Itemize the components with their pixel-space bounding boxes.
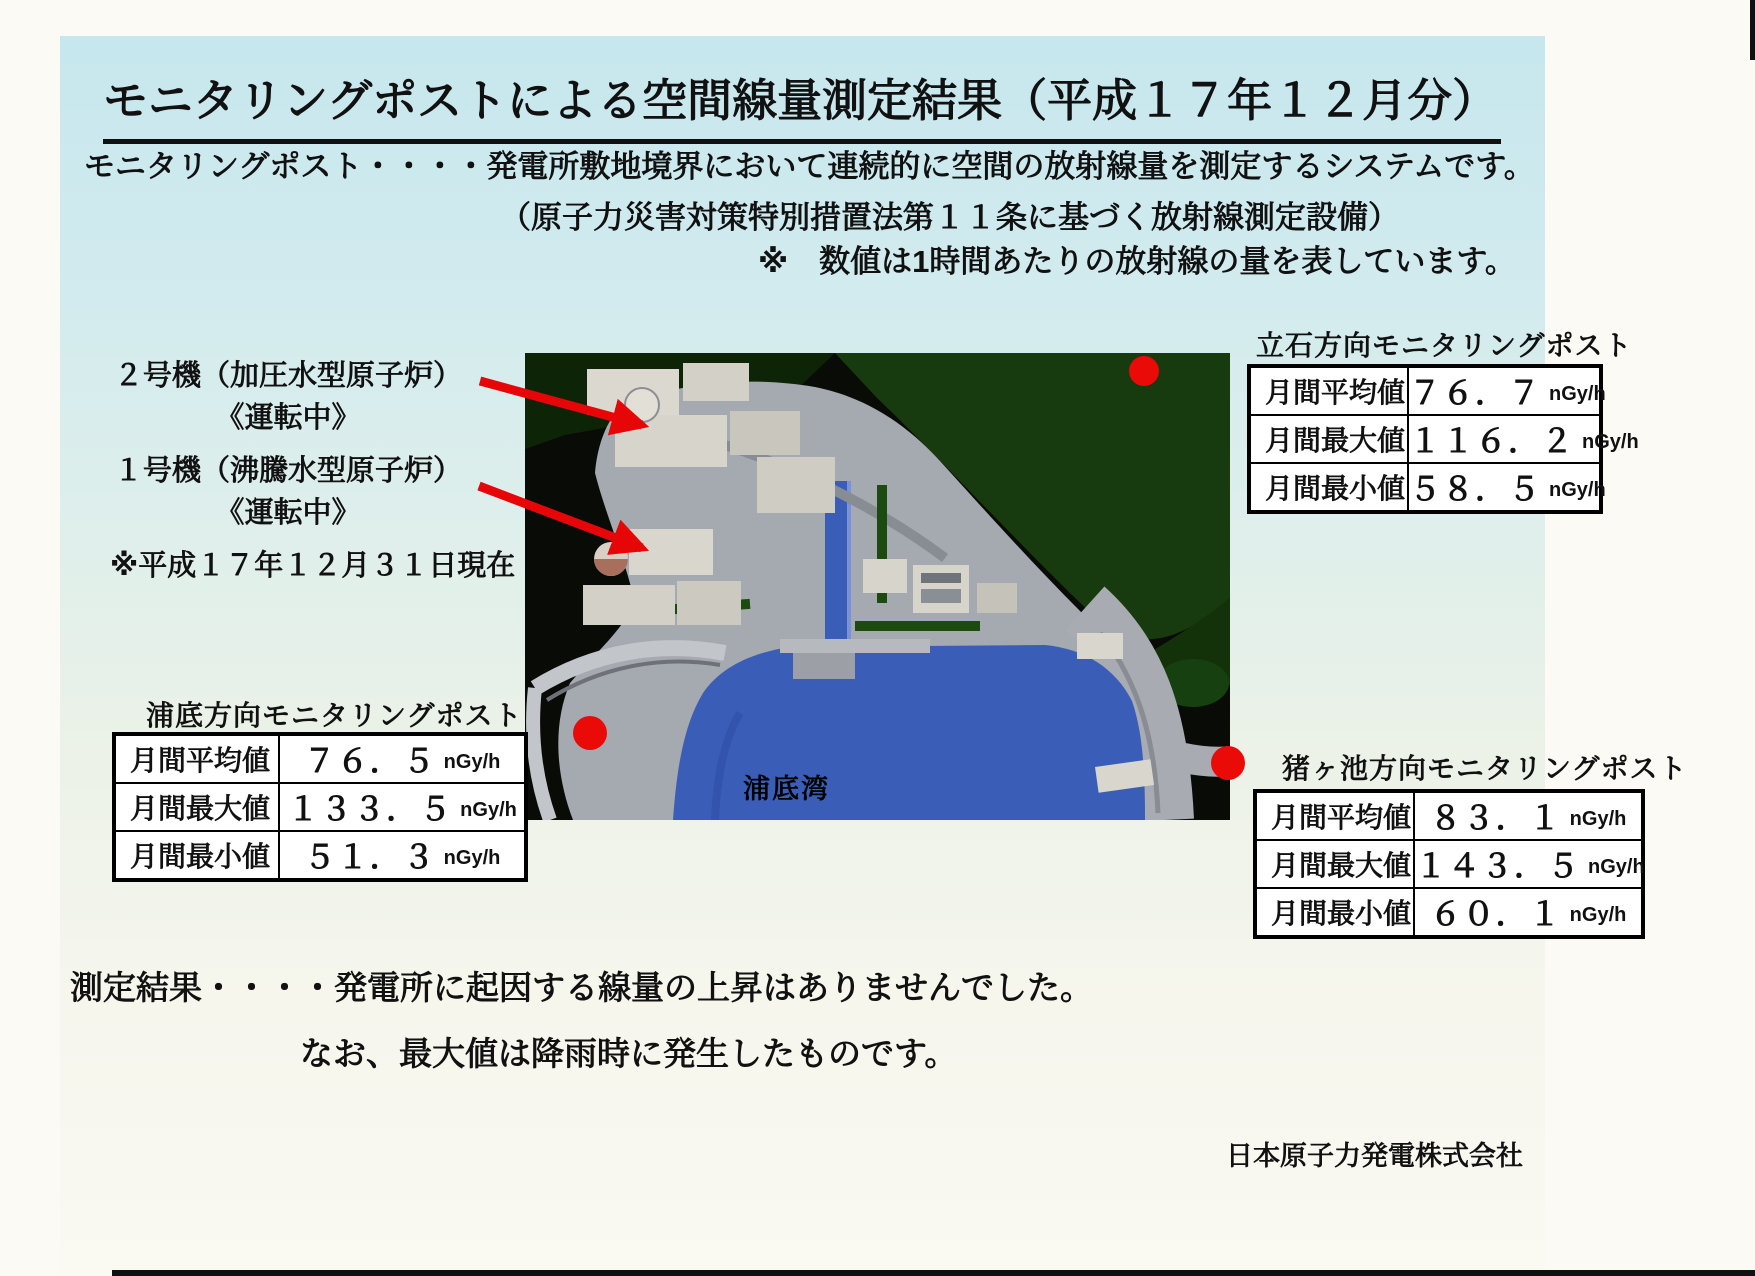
row-value-cell: [1415, 841, 1645, 887]
station-table-tateishi: [1247, 364, 1639, 514]
site-aerial-map-image: [525, 353, 1230, 820]
row-label: 月間最小値: [116, 832, 280, 878]
intro-line-1: モニタリングポスト・・・・発電所敷地境界において連続的に空間の放射線量を測定するシステムです。: [84, 149, 1535, 184]
row-value: ８３．１: [1429, 800, 1562, 836]
unit2-status: 《運転中》: [215, 402, 361, 434]
row-unit: nGy/h: [1549, 382, 1606, 405]
intro-line-2: （原子力災害対策特別措置法第１１条に基づく放射線測定設備）: [500, 200, 1399, 235]
row-label: 月間平均値: [116, 736, 280, 782]
table-row: [1251, 414, 1639, 462]
row-label: 月間最小値: [1251, 464, 1409, 510]
result-line-1: 測定結果・・・・発電所に起因する線量の上昇はありませんでした。: [70, 969, 1093, 1006]
row-value-cell: [280, 736, 524, 782]
row-value-cell: [1409, 416, 1639, 462]
row-label: 月間平均値: [1251, 368, 1409, 414]
table-row: [116, 782, 524, 830]
scan-artifact-bottom: [112, 1270, 1755, 1276]
row-value: １３３．５: [287, 791, 453, 827]
row-value-cell: [1415, 889, 1641, 935]
row-value: ５１．３: [303, 839, 436, 875]
page-title: モニタリングポストによる空間線量測定結果（平成１７年１２月分）: [103, 64, 1501, 144]
monitoring-post-dot-inogaike: [1211, 746, 1245, 780]
table-row: [1257, 839, 1645, 887]
row-label: 月間平均値: [1257, 793, 1415, 839]
unit2-label: [98, 355, 478, 439]
row-unit: nGy/h: [460, 798, 517, 821]
unit2-name: ２号機（加圧水型原子炉）: [113, 360, 462, 392]
result-line-2: なお、最大値は降雨時に発生したものです。: [300, 1035, 958, 1072]
row-unit: nGy/h: [443, 750, 501, 773]
row-unit: nGy/h: [1582, 430, 1639, 453]
row-value: ７６．７: [1409, 375, 1542, 411]
row-label: 月間最大値: [116, 784, 280, 830]
company-name: 日本原子力発電株式会社: [1226, 1141, 1523, 1171]
bay-label: 浦底湾: [743, 774, 830, 804]
monitoring-post-dot-urasoko: [573, 716, 607, 750]
table-row: [1257, 793, 1641, 839]
table-row: [1257, 887, 1641, 935]
site-aerial-map: [525, 353, 1230, 820]
row-unit: nGy/h: [1569, 903, 1627, 926]
unit1-status: 《運転中》: [215, 497, 361, 529]
row-value: １１６．２: [1409, 423, 1575, 459]
monitoring-post-dot-tateishi: [1129, 356, 1159, 386]
row-label: 月間最小値: [1257, 889, 1415, 935]
row-unit: nGy/h: [1549, 478, 1606, 501]
scan-artifact-top-right: [1750, 0, 1755, 60]
row-unit: nGy/h: [1588, 855, 1645, 878]
row-unit: nGy/h: [1569, 807, 1627, 830]
station-title-urasoko: 浦底方向モニタリングポスト: [146, 700, 523, 731]
row-value: ５８．５: [1409, 471, 1542, 507]
row-value: ６０．１: [1429, 896, 1562, 932]
row-label: 月間最大値: [1257, 841, 1415, 887]
row-value: １４３．５: [1415, 848, 1581, 884]
station-table-inogaike: [1253, 789, 1645, 939]
row-label: 月間最大値: [1251, 416, 1409, 462]
unit1-label: [98, 450, 478, 534]
unit1-name: １号機（沸騰水型原子炉）: [113, 455, 462, 487]
station-table-urasoko: [112, 732, 528, 882]
table-row: [116, 830, 524, 878]
table-row: [1251, 462, 1606, 510]
row-value-cell: [280, 784, 524, 830]
row-value-cell: [280, 832, 524, 878]
station-title-inogaike: 猪ヶ池方向モニタリングポスト: [1282, 753, 1688, 784]
row-value-cell: [1409, 464, 1606, 510]
as-of-date: ※平成１７年１２月３１日現在: [110, 550, 516, 582]
hourly-note: ※ 数値は1時間あたりの放射線の量を表しています。: [758, 244, 1516, 279]
row-value-cell: [1415, 793, 1641, 839]
row-value: ７６．５: [303, 743, 436, 779]
row-unit: nGy/h: [443, 846, 501, 869]
station-title-tateishi: 立石方向モニタリングポスト: [1256, 330, 1633, 361]
table-row: [1251, 368, 1606, 414]
table-row: [116, 736, 524, 782]
row-value-cell: [1409, 368, 1606, 414]
